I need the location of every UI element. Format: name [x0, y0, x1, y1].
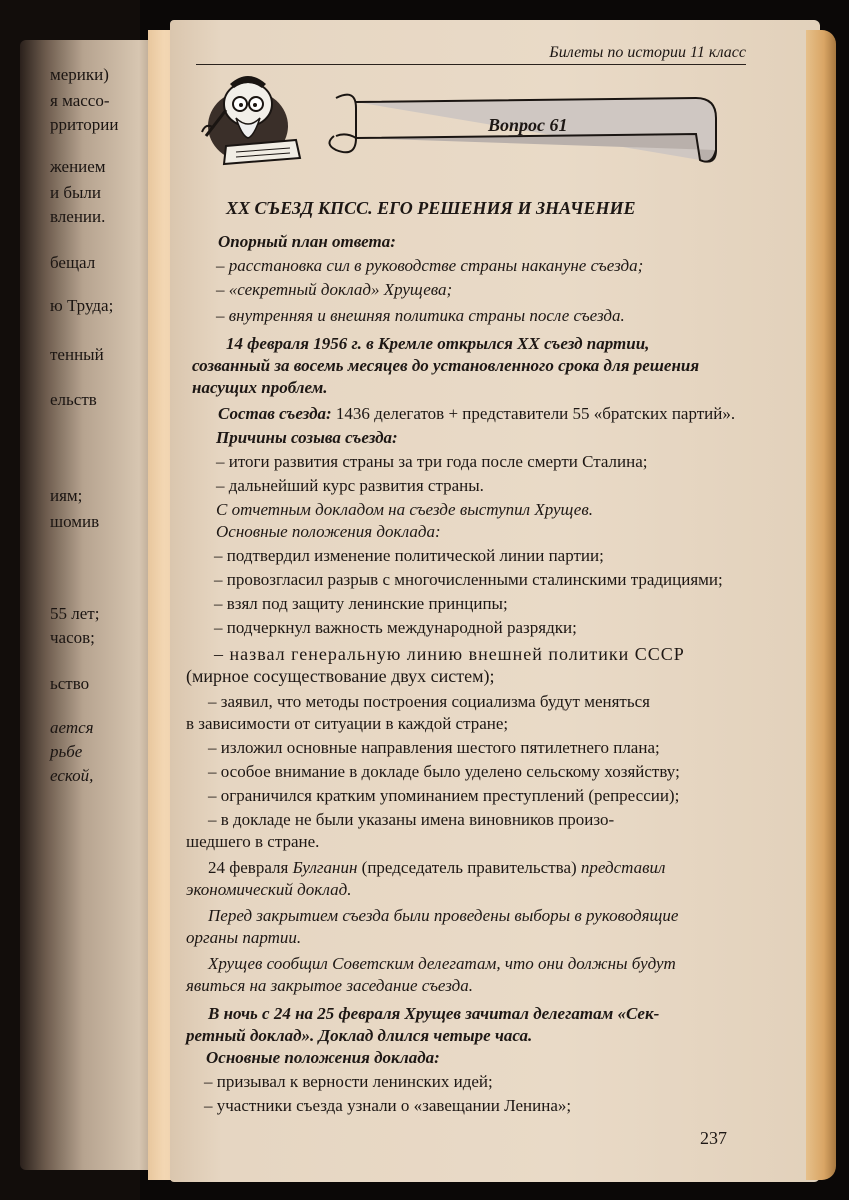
elections-line: органы партии.: [186, 928, 302, 947]
reason-item: – итоги развития страны за три года после смерти Сталина;: [216, 452, 648, 471]
report-point-continuation: в зависимости от ситуации в каждой стране;: [186, 714, 509, 733]
plan-item: – расстановка сил в руководстве страны накануне съезда;: [216, 256, 644, 275]
running-title: Билеты по истории 11 класс: [549, 44, 746, 61]
bulganin-line: [208, 858, 665, 878]
bulganin-date: 24 февраля: [208, 858, 293, 877]
left-page-fragment: 55 лет;: [50, 604, 100, 623]
bulganin-role: (председатель правительства): [357, 858, 581, 877]
secret-point: – участники съезда узнали о «завещании Ленина»;: [204, 1096, 572, 1115]
left-page-fragment: мерики): [50, 65, 109, 84]
question-number: Вопрос 61: [488, 115, 568, 135]
scholar-owl-illustration: [196, 66, 308, 170]
report-point: – ограничился кратким упоминанием преступлений (репрессии);: [208, 786, 680, 805]
left-page-fragment: еской,: [50, 766, 94, 785]
report-point: – заявил, что методы построения социализма будут меняться: [208, 692, 650, 711]
composition-text: 1436 делегатов + представители 55 «братских партий».: [331, 404, 736, 423]
informed-line: Хрущев сообщил Советским делегатам, что они должны будут: [208, 954, 676, 973]
left-page-fragment: рритории: [50, 115, 119, 134]
left-page-fragment: я массо-: [50, 91, 110, 110]
left-page-fragment: рьбе: [50, 742, 83, 761]
left-page: [20, 40, 160, 1170]
report-point: – взял под защиту ленинские принципы;: [214, 594, 508, 613]
composition-line: [218, 404, 735, 424]
report-point-continuation: шедшего в стране.: [186, 832, 320, 851]
report-point: – в докладе не были указаны имена виновников произо-: [208, 810, 615, 829]
left-page-fragment: шомив: [50, 512, 100, 531]
bulganin-action: представил: [580, 858, 666, 877]
secret-point: – призывал к верности ленинских идей;: [204, 1072, 493, 1091]
informed-line: явиться на закрытое заседание съезда.: [186, 976, 473, 995]
plan-item: – «секретный доклад» Хрущева;: [216, 280, 453, 299]
left-page-fragment: часов;: [50, 628, 95, 647]
reason-item: – дальнейший курс развития страны.: [216, 476, 484, 495]
section-title: XX СЪЕЗД КПСС. ЕГО РЕШЕНИЯ И ЗНАЧЕНИЕ: [226, 198, 636, 218]
left-page-fragment: тенный: [50, 345, 104, 364]
left-page-fragment: влении.: [50, 207, 106, 226]
report-point: – подтвердил изменение политической линии партии;: [214, 546, 604, 565]
left-page-fragment: жением: [50, 157, 106, 176]
left-page-fragment: и были: [50, 183, 101, 202]
reasons-heading: Причины созыва съезда:: [216, 428, 398, 447]
intro-line: 14 февраля 1956 г. в Кремле открылся XX съезд партии,: [226, 334, 650, 353]
report-line: С отчетным докладом на съезде выступил Хрущев.: [216, 500, 593, 519]
intro-line: созванный за восемь месяцев до установленного срока для решения: [192, 356, 700, 375]
running-header: [196, 40, 746, 64]
secret-heading: Основные положения доклада:: [206, 1048, 440, 1067]
left-page-fragment: ю Труда;: [50, 296, 114, 315]
page-number: 237: [700, 1128, 727, 1148]
plan-heading: Опорный план ответа:: [218, 232, 396, 251]
left-page-fragment: ается: [50, 718, 94, 737]
report-point-continuation: (мирное сосуществование двух систем);: [186, 666, 495, 686]
left-page-fragment: бещал: [50, 253, 96, 272]
left-page-fragment: ьство: [50, 674, 90, 693]
report-point: – назвал генеральную линию внешней политики СССР: [214, 644, 685, 664]
left-page-fragment: ельств: [50, 390, 97, 409]
report-point: – изложил основные направления шестого пятилетнего плана;: [208, 738, 660, 757]
bulganin-line-2: экономический доклад.: [186, 880, 352, 899]
secret-line: ретный доклад». Доклад длился четыре часа.: [186, 1026, 533, 1045]
composition-label: Состав съезда:: [218, 404, 332, 423]
plan-item: – внутренняя и внешняя политика страны после съезда.: [216, 306, 625, 325]
report-point: – провозгласил разрыв с многочисленными сталинскими традициями;: [214, 570, 723, 589]
elections-line: Перед закрытием съезда были проведены выборы в руководящие: [208, 906, 679, 925]
report-point: – особое внимание в докладе было уделено сельскому хозяйству;: [208, 762, 680, 781]
secret-line: В ночь с 24 на 25 февраля Хрущев зачитал делегатам «Сек-: [208, 1004, 660, 1023]
report-heading: Основные положения доклада:: [216, 522, 441, 541]
report-point: – подчеркнул важность международной разрядки;: [214, 618, 577, 637]
left-page-fragment: иям;: [50, 486, 83, 505]
page-edge: [806, 30, 836, 1180]
bulganin-name: Булганин: [292, 858, 358, 877]
intro-line: насущих проблем.: [192, 378, 328, 397]
header-rule: [196, 64, 746, 65]
